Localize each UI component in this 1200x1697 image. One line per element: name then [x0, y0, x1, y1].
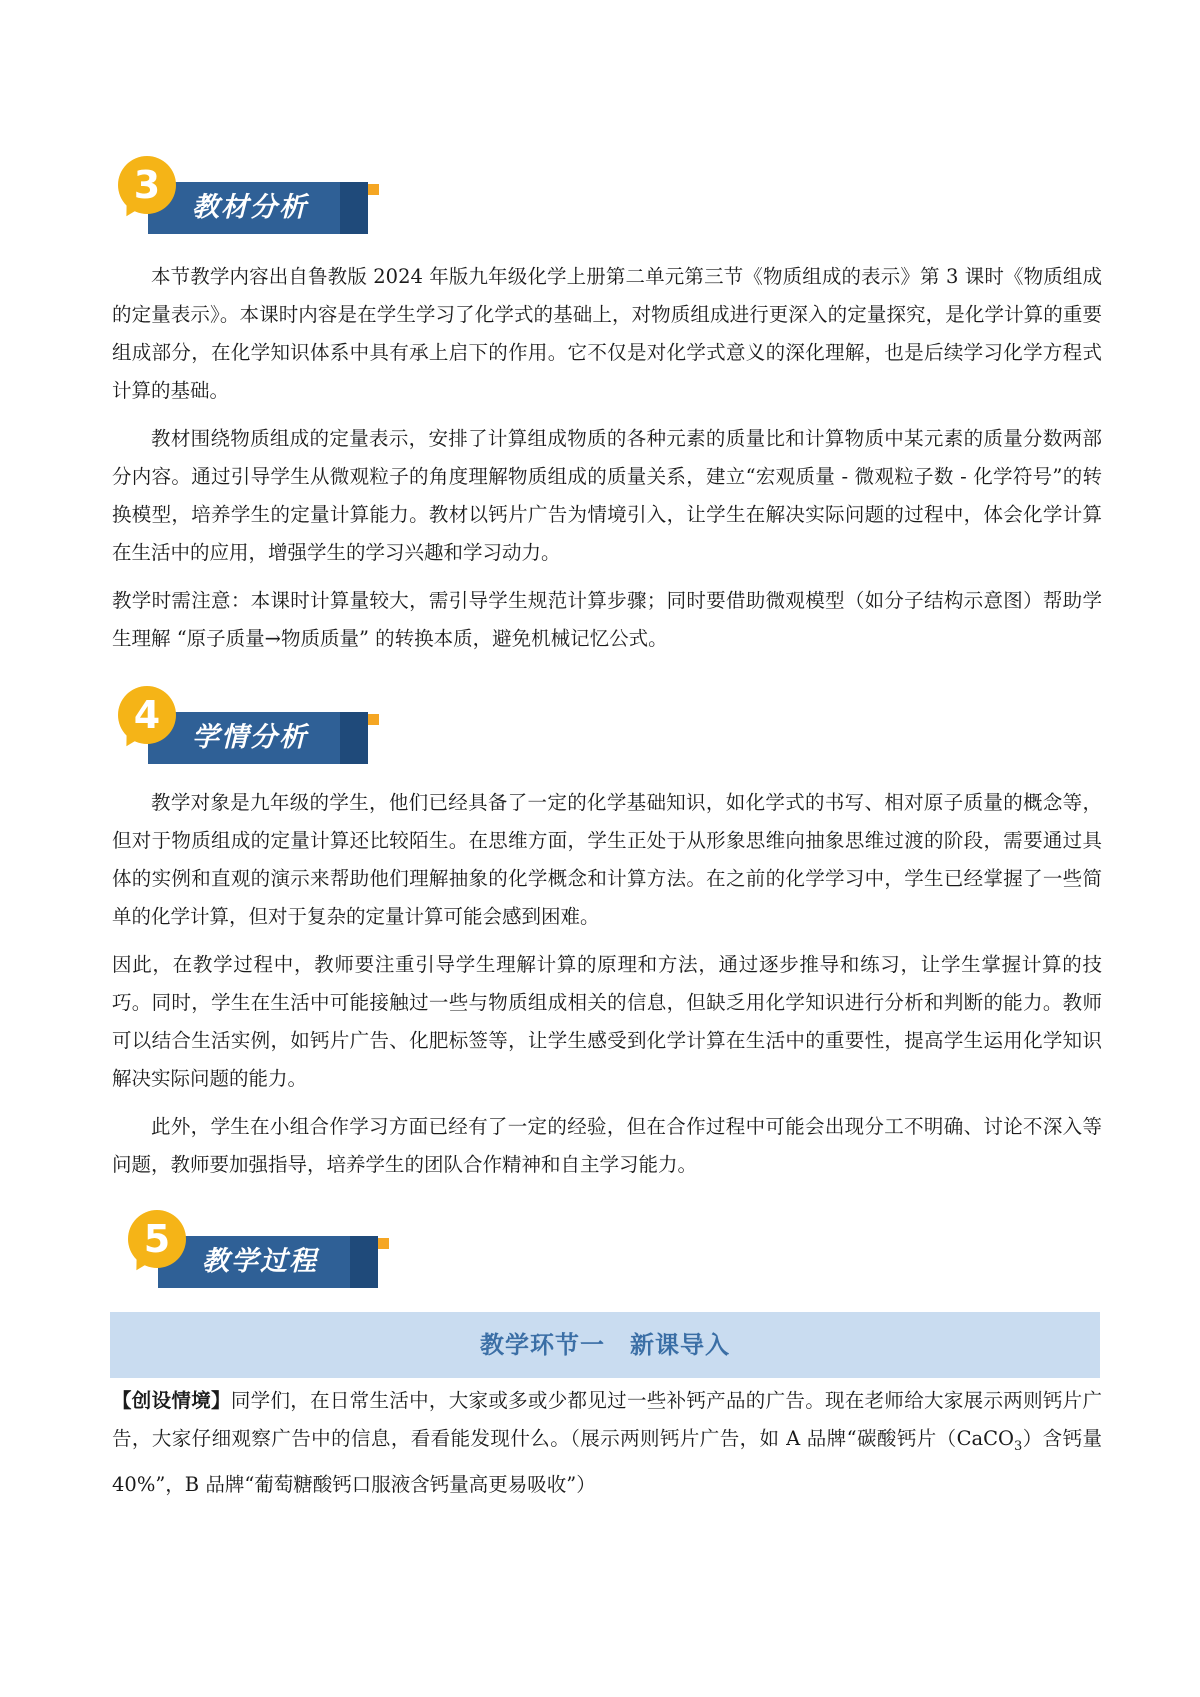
section-header-accent-square	[368, 714, 379, 725]
paragraph: 教学对象是九年级的学生，他们已经具备了一定的化学基础知识，如化学式的书写、相对原子质量的概念等，但对于物质组成的定量计算还比较陌生。在思维方面，学生正处于从形象思维向抽象思维过渡的阶段，需要通过具体的实例和直观的演示来帮助他们理解抽象的化学概念和计算方法。在之前的化学学习中，学生已经掌握了一些简单的化学计算，但对于复杂的定量计算可能会感到困难。	[112, 791, 1102, 928]
section-header-bar-shadow	[350, 1236, 378, 1288]
scenario-text-end: ）含钙量 40%”，B 品牌“葡萄糖酸钙口服液含钙量高更易吸收”）	[112, 1427, 1102, 1496]
section-header-accent-square	[378, 1238, 389, 1249]
section-header-4	[112, 686, 392, 766]
section-header-5	[122, 1210, 402, 1290]
paragraph: 因此，在教学过程中，教师要注重引导学生理解计算的原理和方法，通过逐步推导和练习，让学生掌握计算的技巧。同时，学生在生活中可能接触过一些与物质组成相关的信息，但缺乏用化学知识进行分析和判断的能力。教师可以结合生活实例，如钙片广告、化肥标签等，让学生感受到化学计算在生活中的重要性，提高学生运用化学知识解决实际问题的能力。	[112, 953, 1102, 1090]
section-title: 教学过程	[202, 1246, 318, 1277]
scenario-paragraph	[112, 1382, 1102, 1504]
teaching-stage-title: 教学环节一 新课导入	[480, 1331, 730, 1359]
section-title: 学情分析	[192, 722, 308, 753]
section-header-3	[112, 156, 392, 236]
formula-subscript: 3	[1014, 1438, 1023, 1454]
section-header-bar-shadow	[340, 712, 368, 764]
paragraph: 本节教学内容出自鲁教版 2024 年版九年级化学上册第二单元第三节《物质组成的表示》第 3 课时《物质组成的定量表示》。本课时内容是在学生学习了化学式的基础上，对物质组成进行更深入的定量探究，是化学计算的重要组成部分，在化学知识体系中具有承上启下的作用。它不仅是对化学式意义的深化理解，也是后续学习化学方程式计算的基础。	[112, 265, 1102, 402]
paragraph: 教学时需注意：本课时计算量较大，需引导学生规范计算步骤；同时要借助微观模型（如分子结构示意图）帮助学生理解 “原子质量→物质质量” 的转换本质，避免机械记忆公式。	[112, 589, 1102, 650]
scenario-label: 【创设情境】	[112, 1389, 231, 1412]
teaching-stage-banner	[110, 1312, 1100, 1378]
section-header-accent-square	[368, 184, 379, 195]
paragraph: 教材围绕物质组成的定量表示，安排了计算组成物质的各种元素的质量比和计算物质中某元素的质量分数两部分内容。通过引导学生从微观粒子的角度理解物质组成的质量关系，建立“宏观质量 - 微观粒子数 - 化学符号”的转换模型，培养学生的定量计算能力。教材以钙片广告为情境引入，让学生在解决实际问题的过程中，体会化学计算在生活中的应用，增强学生的学习兴趣和学习动力。	[112, 427, 1102, 564]
paragraph: 此外，学生在小组合作学习方面已经有了一定的经验，但在合作过程中可能会出现分工不明确、讨论不深入等问题，教师要加强指导，培养学生的团队合作精神和自主学习能力。	[112, 1115, 1102, 1176]
section-header-bar-shadow	[340, 182, 368, 234]
section-title: 教材分析	[192, 192, 308, 223]
section-number-badge: 5	[128, 1210, 186, 1268]
section-number-badge: 3	[118, 156, 176, 214]
scenario-text: 同学们，在日常生活中，大家或多或少都见过一些补钙产品的广告。现在老师给大家展示两则钙片广告，大家仔细观察广告中的信息，看看能发现什么。（展示两则钙片广告，如 A 品牌“碳酸钙片（CaCO	[112, 1389, 1102, 1450]
section-number-badge: 4	[118, 686, 176, 744]
